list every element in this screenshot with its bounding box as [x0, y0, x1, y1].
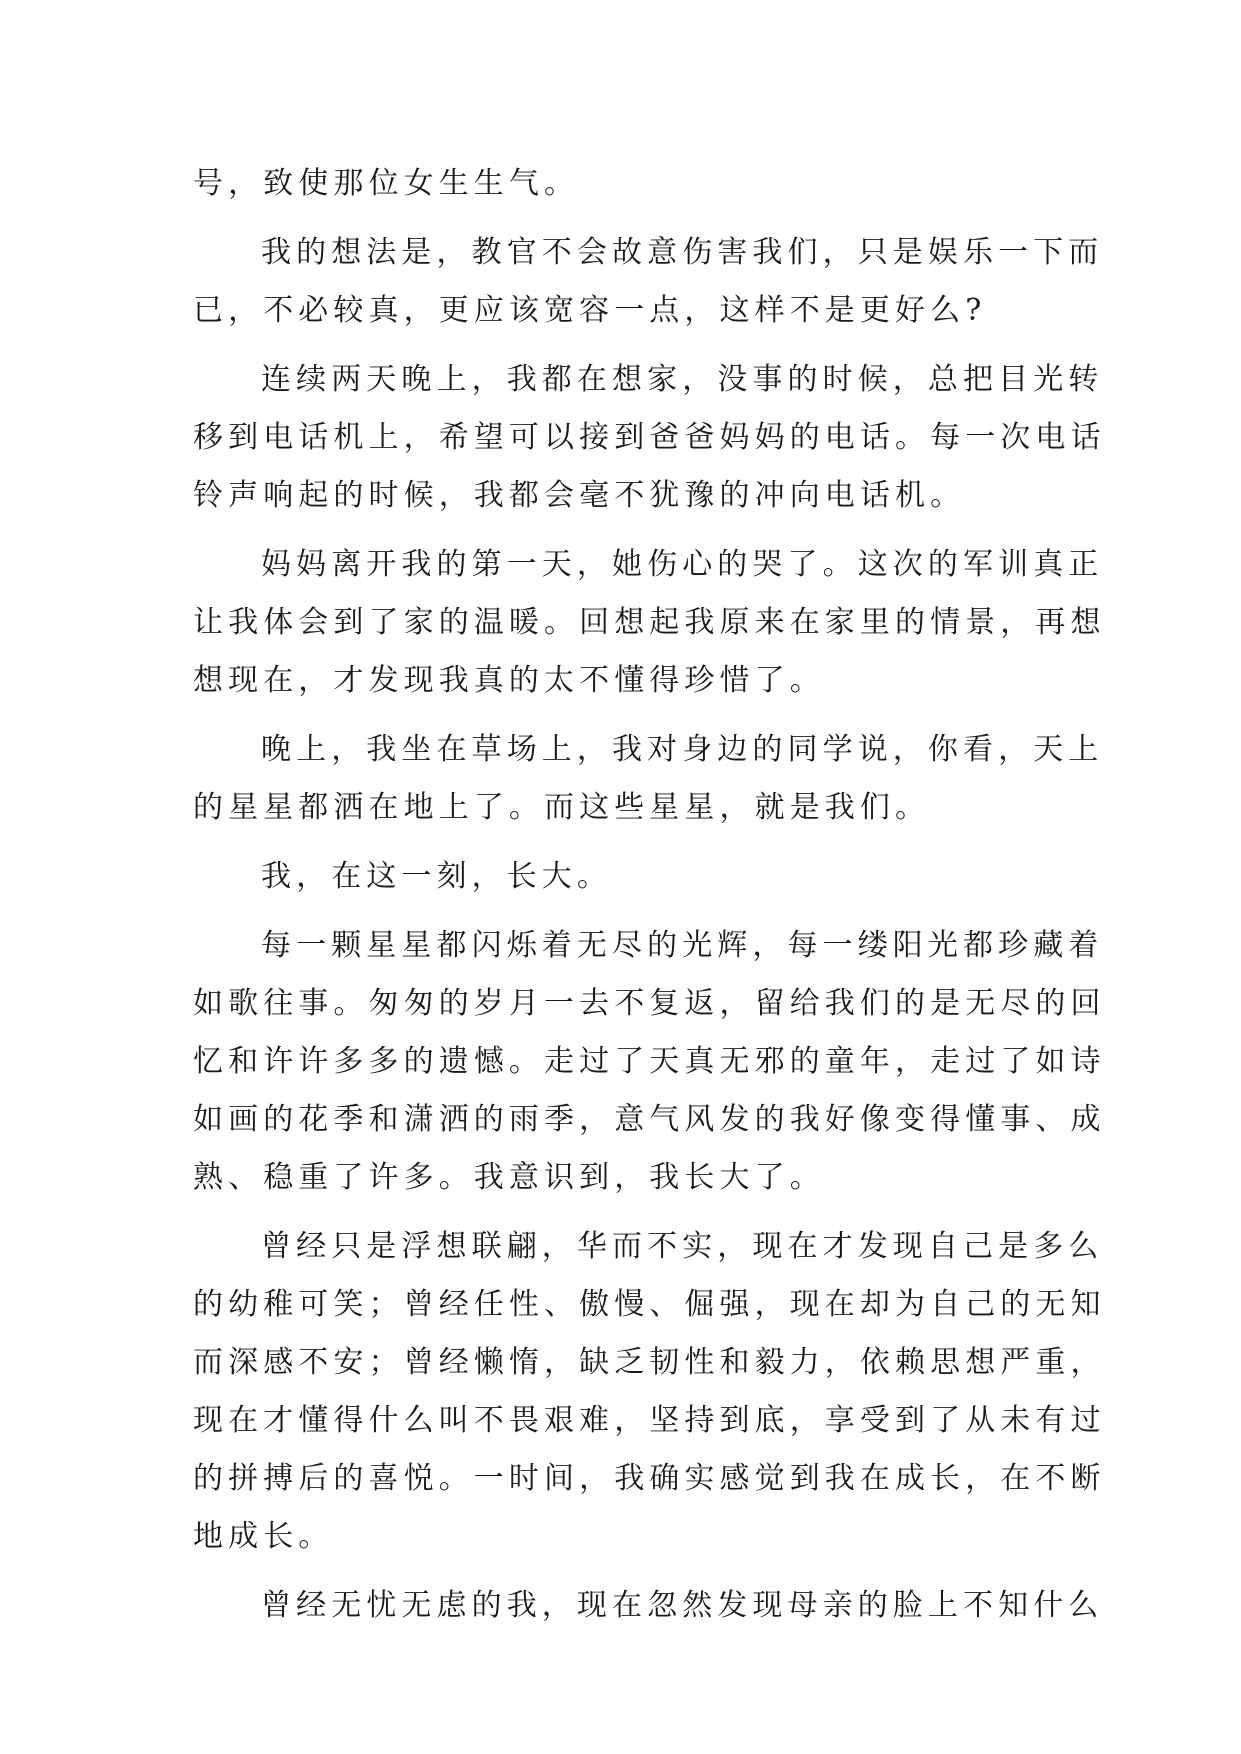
text-line: 忆和许许多多的遗憾。走过了天真无邪的童年，走过了如诗: [193, 1044, 1106, 1079]
text-line: 曾经无忧无虑的我，现在忽然发现母亲的脸上不知什么: [261, 1588, 1104, 1623]
text-line: 熟、稳重了许多。我意识到，我长大了。: [193, 1160, 825, 1195]
text-line: 我，在这一刻，长大。: [261, 859, 612, 894]
text-line: 现在才懂得什么叫不畏艰难，坚持到底，享受到了从未有过: [193, 1403, 1106, 1438]
text-line: 妈妈离开我的第一天，她伤心的哭了。这次的军训真正: [261, 547, 1104, 582]
text-line: 让我体会到了家的温暖。回想起我原来在家里的情景，再想: [193, 605, 1106, 640]
text-line: 地成长。: [193, 1519, 334, 1554]
text-line: 晚上，我坐在草场上，我对身边的同学说，你看，天上: [261, 732, 1104, 767]
text-line: 曾经只是浮想联翩，华而不实，现在才发现自己是多么: [261, 1229, 1104, 1264]
text-line: 如画的花季和潇洒的雨季，意气风发的我好像变得懂事、成: [193, 1102, 1106, 1137]
text-line: 已，不必较真，更应该宽容一点，这样不是更好么?: [193, 293, 987, 328]
text-line: 铃声响起的时候，我都会毫不犹豫的冲向电话机。: [193, 478, 966, 513]
text-line: 如歌往事。匆匆的岁月一去不复返，留给我们的是无尽的回: [193, 986, 1106, 1021]
text-line: 想现在，才发现我真的太不懂得珍惜了。: [193, 663, 825, 698]
text-line: 的星星都洒在地上了。而这些星星，就是我们。: [193, 790, 931, 825]
document-body: [193, 155, 1106, 1635]
text-line: 连续两天晚上，我都在想家，没事的时候，总把目光转: [261, 362, 1104, 397]
text-line: 我的想法是，教官不会故意伤害我们，只是娱乐一下而: [261, 235, 1104, 270]
text-line: 的拼搏后的喜悦。一时间，我确实感觉到我在成长，在不断: [193, 1461, 1106, 1496]
text-line: 的幼稚可笑；曾经任性、傲慢、倔强，现在却为自己的无知: [193, 1287, 1106, 1322]
text-line: 移到电话机上，希望可以接到爸爸妈妈的电话。每一次电话: [193, 420, 1106, 455]
text-line: 而深感不安；曾经懒惰，缺乏韧性和毅力，依赖思想严重，: [193, 1345, 1106, 1380]
text-line: 号，致使那位女生生气。: [193, 166, 580, 201]
text-line: 每一颗星星都闪烁着无尽的光辉，每一缕阳光都珍藏着: [261, 928, 1104, 963]
